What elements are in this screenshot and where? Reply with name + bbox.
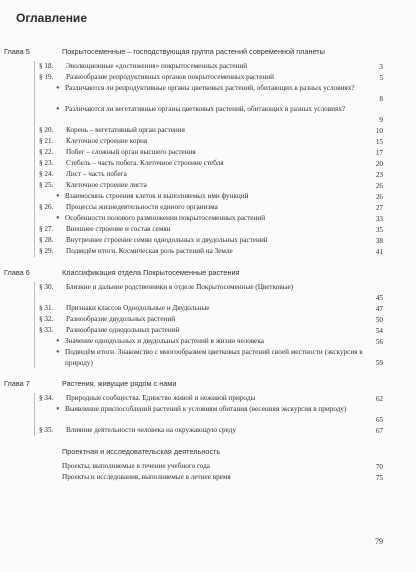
entry-page-number: 9 — [379, 115, 383, 124]
section-number: § 20. — [39, 126, 54, 134]
chapter-block — [0, 378, 416, 436]
section-number: § 28. — [39, 236, 54, 244]
toc-entry — [35, 104, 416, 125]
entry-title: Выявление приспособлений растений к условиям обитания (весенняя экскурсия в природу) — [65, 405, 347, 413]
entry-title: Побег – сложный орган высшего растения — [66, 148, 196, 156]
entry-page-number: 54 — [375, 326, 383, 335]
toc-entry — [35, 83, 416, 104]
entry-page-number: 59 — [375, 358, 383, 367]
bullet-icon: ● — [56, 349, 60, 355]
entry-title: Признаки классов Однодольные и Двудольные — [66, 304, 210, 312]
toc-entry — [35, 61, 416, 72]
chapter-entries — [34, 61, 416, 257]
toc-entry — [35, 347, 416, 368]
entry-page-number: 3 — [379, 62, 383, 71]
table-of-contents — [0, 46, 416, 483]
entry-title: Разнообразие двудольных растений — [66, 315, 176, 323]
toc-entry — [35, 303, 416, 314]
entry-title: Лист – часть побега — [66, 170, 127, 178]
entry-title: Разнообразие однодольных растений — [66, 326, 180, 334]
section-number: § 25. — [39, 181, 54, 189]
section-number: § 21. — [39, 137, 54, 145]
entry-page-number: 50 — [375, 315, 383, 324]
bullet-icon: ● — [56, 215, 60, 221]
entry-page-number: 20 — [375, 159, 383, 168]
toc-entry — [34, 472, 416, 483]
entry-title: Проекты, выполняемые в течение учебного года — [62, 462, 210, 470]
chapter-number: Глава 6 — [4, 268, 30, 277]
entry-page-number: 38 — [375, 236, 383, 245]
toc-entry — [35, 325, 416, 336]
entry-page-number: 35 — [375, 225, 383, 234]
entry-page-number: 10 — [375, 126, 383, 135]
entry-page-number: 56 — [375, 337, 383, 346]
entry-title: Эволюционные «достижения» покрытосеменных растений — [66, 62, 248, 70]
entry-title: Внутреннее строение семян однодольных и двудольных растений — [66, 236, 268, 244]
bullet-icon: ● — [56, 193, 60, 199]
toc-entry — [35, 404, 416, 425]
page-title: Оглавление — [16, 11, 87, 25]
section-number: § 23. — [39, 159, 54, 167]
chapter-heading — [0, 46, 416, 61]
section-number: § 19. — [39, 73, 54, 81]
entry-title: Корень – вегетативный орган растения — [66, 126, 185, 134]
entry-title: Влияние деятельности человека на окружающую среду — [66, 426, 236, 434]
chapter-entries — [34, 393, 416, 436]
toc-entry — [35, 125, 416, 136]
entry-title: Особенности полового размножения покрытосеменных растений — [65, 214, 266, 222]
section-number: § 22. — [39, 148, 54, 156]
entry-title: Разнообразие репродуктивных органов покрытосеменных растений — [66, 73, 274, 81]
entry-page-number: 26 — [375, 181, 383, 190]
section-number: § 34. — [39, 394, 54, 402]
chapter-title: Классификация отдела Покрытосеменные растения — [62, 268, 240, 277]
entry-page-number: 26 — [375, 192, 383, 201]
toc-entry — [35, 136, 416, 147]
entry-page-number: 5 — [379, 73, 383, 82]
section-number: § 18. — [39, 62, 54, 70]
toc-entry — [35, 235, 416, 246]
bullet-icon: ● — [56, 85, 60, 91]
toc-entry — [34, 461, 416, 472]
entry-title: Стебель – часть побега. Клеточное строение стебля — [66, 159, 224, 167]
toc-entry — [35, 224, 416, 235]
toc-entry — [35, 158, 416, 169]
section-number: § 27. — [39, 225, 54, 233]
chapter-heading — [0, 267, 416, 282]
chapter-gap — [0, 436, 416, 446]
section-number: § 24. — [39, 170, 54, 178]
chapter-title: Проектная и исследовательская деятельность — [62, 447, 221, 456]
chapter-block — [0, 46, 416, 257]
entry-page-number: 27 — [375, 203, 383, 212]
toc-entry — [35, 246, 416, 257]
toc-entry — [35, 191, 416, 202]
entry-page-number: 75 — [375, 473, 383, 482]
entry-title: Подведём итоги. Знакомство с многообразием цветковых растений своей местности (экскурсия в природу) — [65, 348, 363, 367]
entry-title: Различаются ли репродуктивные органы цветковых растений, обитающих в разных условиях? — [65, 84, 355, 92]
toc-entry — [35, 336, 416, 347]
chapter-title: Растения, живущие рядом с нами — [62, 379, 177, 388]
entry-page-number: 33 — [375, 214, 383, 223]
entry-title: Взаимосвязь строения клеток и выполняемых ими функций — [65, 192, 249, 200]
section-number: § 35. — [39, 426, 54, 434]
chapter-entries — [34, 282, 416, 368]
chapter-block — [0, 267, 416, 368]
section-number: § 31. — [39, 304, 54, 312]
page-number: 79 — [375, 537, 383, 546]
toc-entry — [35, 425, 416, 436]
toc-entry — [35, 393, 416, 404]
chapter-gap — [0, 257, 416, 267]
section-number: § 30. — [39, 283, 54, 291]
entry-page-number: 62 — [375, 394, 383, 403]
entry-title: Внешнее строение и состав семян — [66, 225, 171, 233]
chapter-title: Покрытосеменные – господствующая группа растений современной планеты — [62, 47, 325, 56]
entry-title: Подведём итоги. Космическая роль растений на Земле — [66, 247, 233, 255]
entry-title: Близкие и дальние родственники в отделе Покрытосеменные (Цветковые) — [66, 283, 294, 291]
chapter-gap — [0, 368, 416, 378]
toc-entry — [35, 72, 416, 83]
chapter-heading — [0, 446, 416, 461]
toc-entry — [35, 213, 416, 224]
entry-title: Процессы жизнедеятельности единого организма — [66, 203, 218, 211]
entry-title: Клеточное строение корня — [66, 137, 148, 145]
entry-page-number: 70 — [375, 462, 383, 471]
toc-entry — [35, 180, 416, 191]
toc-entry — [35, 282, 416, 303]
entry-page-number: 65 — [375, 415, 383, 424]
bullet-icon: ● — [56, 106, 60, 112]
chapter-number: Глава 7 — [4, 379, 30, 388]
entry-page-number: 8 — [379, 94, 383, 103]
entry-page-number: 23 — [375, 170, 383, 179]
entry-page-number: 45 — [375, 293, 383, 302]
entry-page-number: 17 — [375, 148, 383, 157]
section-number: § 32. — [39, 315, 54, 323]
chapter-heading — [0, 378, 416, 393]
chapter-entries — [34, 461, 416, 483]
bullet-icon: ● — [56, 406, 60, 412]
chapter-block — [0, 446, 416, 483]
toc-entry — [35, 314, 416, 325]
toc-entry — [35, 169, 416, 180]
toc-entry — [35, 147, 416, 158]
section-number: § 29. — [39, 247, 54, 255]
entry-page-number: 47 — [375, 304, 383, 313]
bullet-icon: ● — [56, 338, 60, 344]
entry-title: Значение однодольных и двудольных растений в жизни человека — [65, 337, 264, 345]
entry-page-number: 41 — [375, 247, 383, 256]
section-number: § 26. — [39, 203, 54, 211]
entry-title: Различаются ли вегетативные органы цветковых растений, обитающих в разных условиях? — [65, 105, 346, 113]
entry-page-number: 15 — [375, 137, 383, 146]
entry-title: Природные сообщества. Единство живой и неживой природы — [66, 394, 256, 402]
entry-title: Проекты и исследования, выполняемые в летнее время — [62, 473, 231, 481]
section-number: § 33. — [39, 326, 54, 334]
entry-page-number: 67 — [375, 426, 383, 435]
entry-title: Клеточное строение листа — [66, 181, 147, 189]
toc-entry — [35, 202, 416, 213]
chapter-number: Глава 5 — [4, 47, 30, 56]
